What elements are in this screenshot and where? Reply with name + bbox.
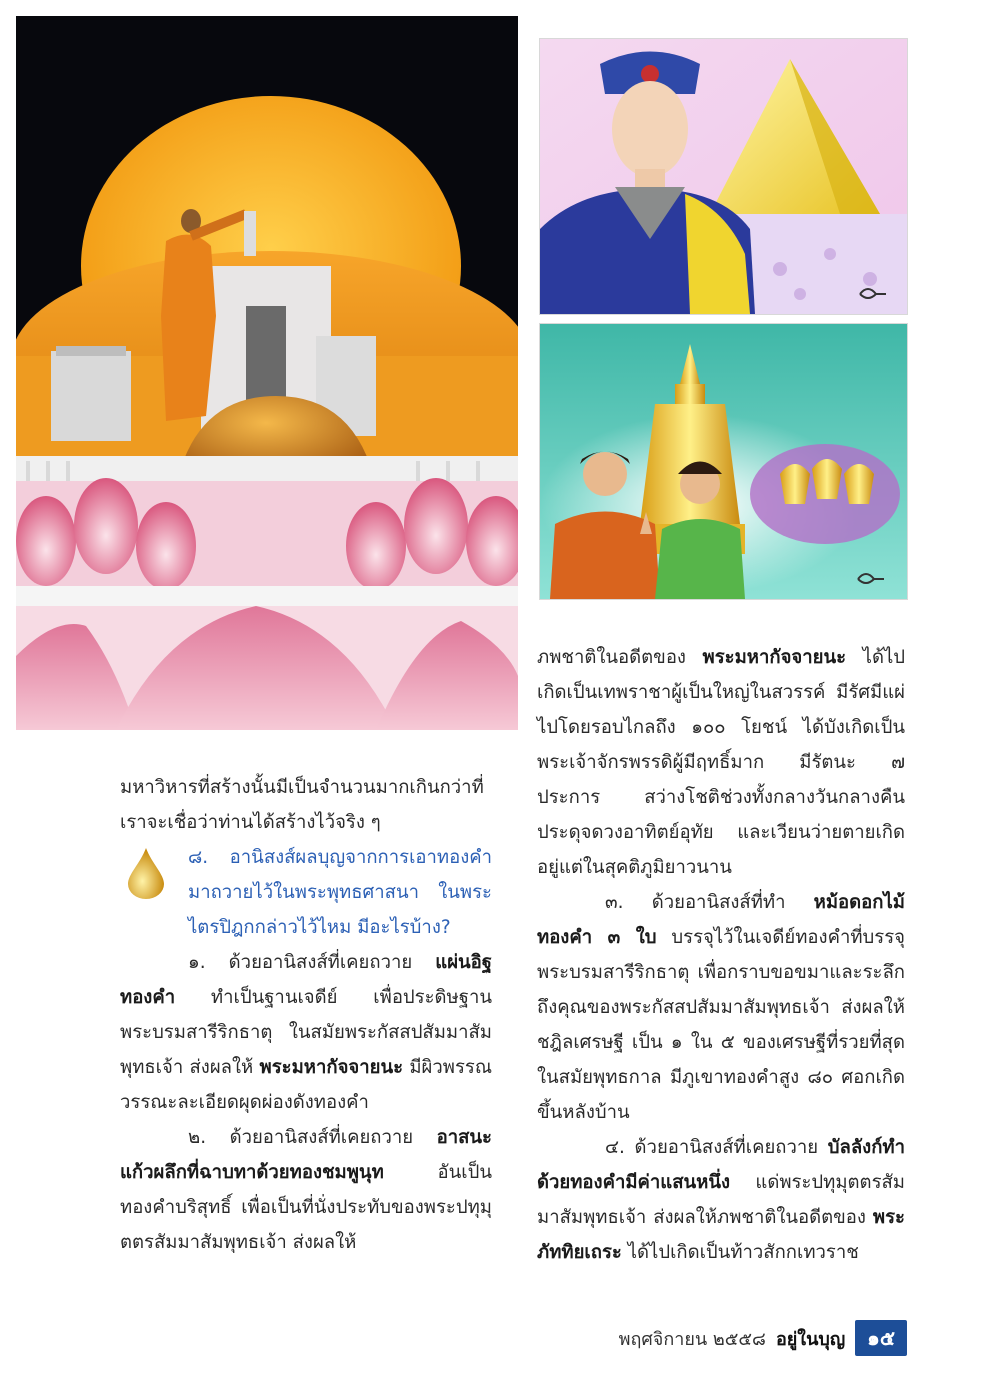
item-3: ๓. ด้วยอานิสงส์ที่ทำ หม้อดอกไม้ทองคำ ๓ ใบ บรรจุไว้ในเจดีย์ทองคำที่บรรจุพระบรมสารีริกธาตุ เพื่อกราบขอขมาและระลึกถึงคุณของพระกัสสปสัมมาสัมพุทธเจ้า ส่งผลให้ชฎิลเศรษฐี เป็น ๑ ใน ๕ ของเศรษฐีที่รวยที่สุดในสมัยพุทธกาล มีภูเขาทองคำสูง ๘๐ ศอกเกิดขึ้นหลังบ้าน [537,892,905,1123]
right-text-column [537,640,905,1270]
item-1: ๑. ด้วยอานิสงส์ที่เคยถวาย แผ่นอิฐทองคำ ทำเป็นฐานเจดีย์ เพื่อประดิษฐานพระบรมสารีริกธาตุ ในสมัยพระกัสสปสัมมาสัมพุทธเจ้า ส่งผลให้ พระมหากัจจายนะ มีผิวพรรณวรรณะละเอียดผุดผ่องดังทองคำ [120,952,492,1113]
intro-line-2: เราจะเชื่อว่าท่านได้สร้างไว้จริง ๆ [120,812,381,833]
issue-month: พฤศจิกายน ๒๕๕๘ [618,1328,766,1350]
item-4: ๔. ด้วยอานิสงส์ที่เคยถวาย บัลลังก์ทำด้วยทองคำมีค่าแสนหนึ่ง แด่พระปทุมุตตรสัมมาสัมพุทธเจ้า ส่งผลให้ภพชาติในอดีตของ พระภัททิยเถระ ได้ไปเกิดเป็นท้าวสักกเทวราช [537,1137,905,1263]
gold-drop-icon [126,846,166,900]
magazine-name: อยู่ในบุญ [775,1328,846,1350]
question-heading [120,840,492,945]
left-text-column [120,770,492,1260]
continuation-paragraph: ภพชาติในอดีตของ พระมหากัจจายนะ ได้ไปเกิดเป็นเทพราชาผู้เป็นใหญ่ในสวรรค์ มีรัศมีแผ่ไปโดยรอบไกลถึง ๑๐๐ โยชน์ ได้บังเกิดเป็นพระเจ้าจักรพรรดิผู้มีฤทธิ์มาก มีรัตนะ ๗ ประการ สว่างโชติช่วงทั้งกลางวันกลางคืน ประดุจดวงอาทิตย์อุทัย และเวียนว่ายตายเกิดอยู่แต่ในสุคติภูมิยาวนาน [537,647,906,878]
intro-line-1: มหาวิหารที่สร้างนั้นมีเป็นจำนวนมากเกินกว่าที่ [120,777,484,798]
deva-king-illustration [539,38,908,315]
main-photo [16,16,518,730]
question-text: ๘. อานิสงส์ผลบุญจากการเอาทองคำมาถวายไว้ในพระพุทธศาสนา ในพระไตรปิฎกกล่าวไว้ไหม มีอะไรบ้าง? [188,847,492,938]
page-footer [619,1320,907,1356]
golden-stupa-illustration [539,323,908,600]
item-2: ๒. ด้วยอานิสงส์ที่เคยถวาย อาสนะแก้วผลึกที่ฉาบทาด้วยทองชมพูนุท อันเป็นทองคำบริสุทธิ์ เพื่อเป็นที่นั่งประทับของพระปทุมุตตรสัมมาสัมพุทธเจ้า ส่งผลให้ [120,1127,492,1253]
page-number: ๑๕ [855,1320,907,1356]
